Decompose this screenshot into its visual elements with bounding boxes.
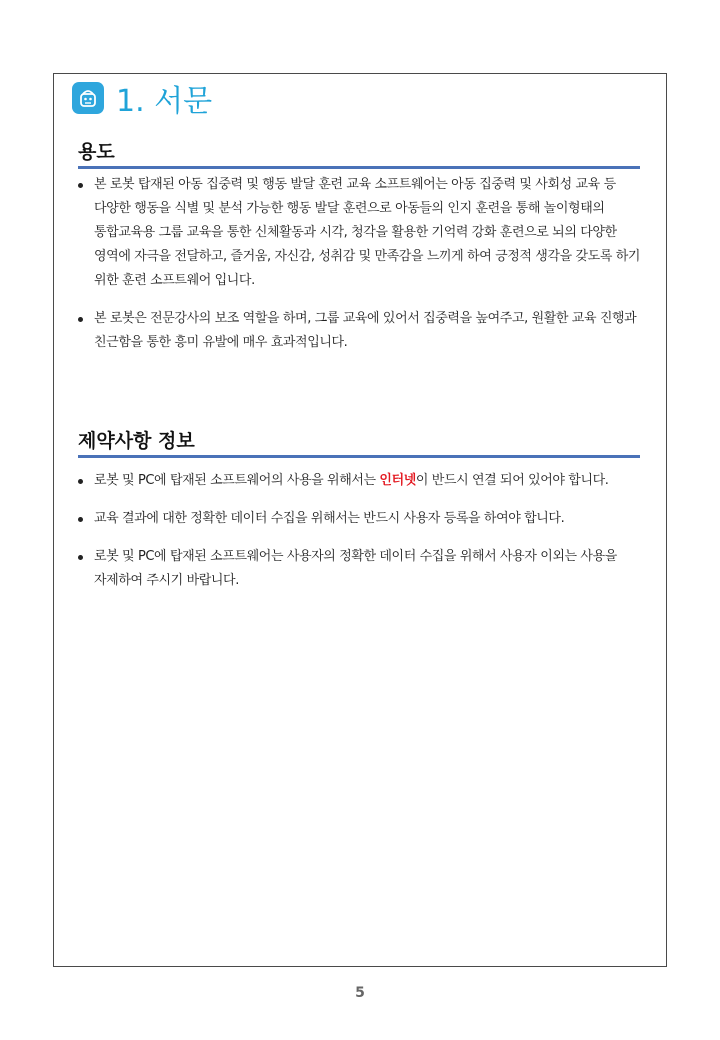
chapter-title: 1. 서문 bbox=[116, 84, 213, 119]
robot-icon bbox=[72, 82, 104, 114]
purpose-list bbox=[78, 173, 648, 369]
restriction-text-part: 이 반드시 연결 되어 있어야 합니다. bbox=[415, 473, 609, 488]
bullet-icon bbox=[78, 555, 83, 560]
chapter-header bbox=[72, 78, 212, 118]
list-item bbox=[78, 545, 648, 593]
restrictions-section bbox=[78, 429, 640, 458]
purpose-section bbox=[78, 140, 640, 169]
list-item bbox=[78, 469, 648, 493]
restriction-text: 교육 결과에 대한 정확한 데이터 수집을 위해서는 반드시 사용자 등록을 하여야 합니다. bbox=[94, 511, 565, 526]
list-item bbox=[78, 307, 648, 355]
page-number: 5 bbox=[355, 985, 365, 1001]
restriction-text-part: 로봇 및 PC에 탑재된 소프트웨어의 사용을 위해서는 bbox=[94, 473, 380, 488]
list-item bbox=[78, 507, 648, 531]
purpose-heading: 용도 bbox=[78, 140, 640, 169]
restriction-text: 로봇 및 PC에 탑재된 소프트웨어는 사용자의 정확한 데이터 수집을 위해서 사용자 이외는 사용을 자제하여 주시기 바랍니다. bbox=[94, 549, 617, 588]
restrictions-heading: 제약사항 정보 bbox=[78, 429, 640, 458]
list-item bbox=[78, 173, 648, 293]
bullet-icon bbox=[78, 517, 83, 522]
bullet-icon bbox=[78, 317, 83, 322]
bullet-icon bbox=[78, 183, 83, 188]
restrictions-list bbox=[78, 469, 648, 607]
bullet-icon bbox=[78, 479, 83, 484]
internet-highlight: 인터넷 bbox=[379, 473, 416, 488]
purpose-bullet-text: 본 로봇 탑재된 아동 집중력 및 행동 발달 훈련 교육 소프트웨어는 아동 집중력 및 사회성 교육 등 다양한 행동을 식별 및 분석 가능한 행동 발달 훈련으로 아동들의 인지 훈련을 통해 놀이형태의 통합교육용 그룹 교육을 통한 신체활동과 시각, 청각을 활용한 기억력 강화 훈련으로 뇌의 다양한 영역에 자극을 전달하고, 즐거움, 자신감, 성취감 및 만족감을 느끼게 하여 긍정적 생각을 갖도록 하기 위한 훈련 소프트웨어 입니다. bbox=[94, 177, 641, 288]
purpose-bullet-text: 본 로봇은 전문강사의 보조 역할을 하며, 그룹 교육에 있어서 집중력을 높여주고, 원활한 교육 진행과 친근함을 통한 흥미 유발에 매우 효과적입니다. bbox=[94, 311, 637, 350]
